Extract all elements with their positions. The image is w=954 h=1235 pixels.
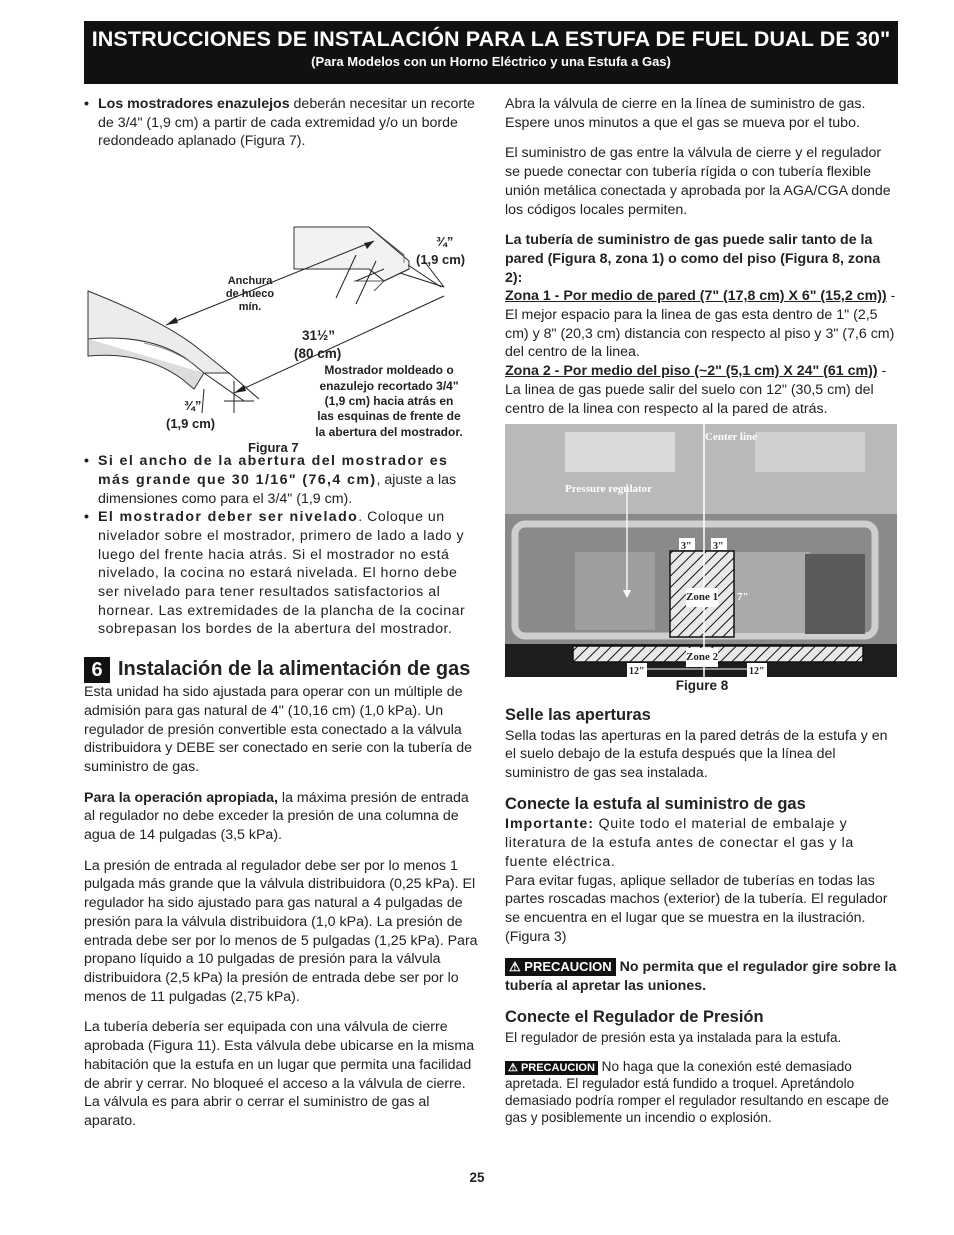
dim-3a: 3" (681, 541, 692, 553)
bullet-tiled-counters: • Los mostradores enazulejos deberán necesitar un recorte de 3/4" (1,9 cm) a partir de cada extremidad y/o un borde redondeado aplanado (Figura 7). (84, 96, 475, 150)
fig7-bottom-dim: ¾” (184, 398, 202, 414)
paragraph-operation: Para la operación apropiada, la máxima presión de entrada al regulador no debe exceder la presión de una columna de agua de 14 pulgadas (3,5 kPa). (84, 789, 469, 844)
caution-badge: ⚠ PRECAUCION (505, 958, 616, 976)
fig7-width-cm: (80 cm) (294, 346, 342, 362)
dim-12b: 12" (747, 663, 767, 682)
caution-badge-small: ⚠ PRECAUCION (505, 1061, 598, 1075)
heading-seal-openings: Selle las aperturas (505, 705, 651, 724)
page-title: INSTRUCCIONES DE INSTALACIÓN PARA LA ESTUFA DE FUEL DUAL DE 30" (91, 27, 891, 51)
zone1-description: Zona 1 - Por medio de pared (7" (17,8 cm) X 6" (15,2 cm)) - El mejor espacio para la linea de gas esta dentro de 1" (2,5 cm) y 8" (20,3 cm) distancia con respecto al piso y 3" (7,6 cm) del centro de la linea. (505, 288, 896, 361)
fig7-note: Mostrador moldeado o enazulejo recortado 3/4" (1,9 cm) hacia atrás en las esquinas de frente de la abertura del mostrador. (315, 363, 463, 439)
fig7-top-dim: ¾” (436, 234, 454, 250)
bullet-level-counter: • El mostrador deber ser nivelado. Coloque un nivelador sobre el mostrador, primero de lado a lado y luego del frente hacia atrás. Si el mostrador no está nivelado, la cocina no estará nivelada. El horno debe ser nivelado para tener resultados satisfactorios al hornear. Las extremidades de la plancha de la cocinar sobrepasan los bordes de la abertura del mostrador. (84, 509, 466, 638)
pressure-regulator-label: Pressure regulator (565, 483, 653, 496)
section-title: 6 Instalación de la alimentación de gas (84, 657, 478, 683)
paragraph-important: Importante: Quite todo el material de embalaje y literatura de la estufa antes de conectar el gas y la fuente eléctrica. (505, 816, 854, 870)
figure-7 (84, 151, 478, 456)
page-subtitle: (Para Modelos con un Horno Eléctrico y una Estufa a Gas) (311, 54, 671, 69)
fig8-caption: Figure 8 (675, 678, 729, 694)
heading-connect-regulator: Conecte el Regulador de Presión (505, 1007, 764, 1026)
warning-icon: ⚠ (509, 959, 521, 975)
zone2-description: Zona 2 - Por medio del piso (~2" (5,1 cm) X 24" (61 cm)) - La linea de gas puede salir del suelo con 12" (30,5 cm) del centro de la linea con respecto al la pared de atrás. (505, 363, 887, 417)
right-column (505, 95, 899, 1127)
zone2-label: Zone 2 (686, 648, 718, 667)
paragraph-supply-connection: El suministro de gas entre la válvula de cierre y el regulador se puede conectar con tubería rígida o con tubería flexible unión metálica conectada y aprobada por la AGA/CGA donde los códigos locales permiten. (505, 145, 891, 218)
dim-3b: 3" (713, 541, 724, 553)
fig7-anchura-label: Anchura de hueco mín. (225, 275, 275, 314)
caution-2: ⚠ PRECAUCION No haga que la conexión esté demasiado apretada. El regulador está fundido a troquel. Apretándolo demasiado podría romper el regulador resultando en escape de gas y posiblemente un incendio o explosión. (505, 1058, 889, 1126)
paragraph-pressure: La presión de entrada al regulador debe ser por lo menos 1 pulgada más grande que la válvula distribuidora (0,25 kPa). El regulador ha sido ajustado para gas natural a 4 pulgadas de presión para la válvula distribuidora (1,0 kPa). La presión de entrada debe ser por lo menos de 5 pulgadas (1,25 kPa). Para propano líquido a 10 pulgadas de presión para la válvula distribuidora (2,5 kPa) la presión de entrada debe ser por lo menos de 11 pulgadas (2,75 kPa). (84, 857, 478, 1005)
page-header (84, 21, 898, 84)
left-column (84, 95, 478, 1143)
paragraph-regulator-installed: El regulador de presión esta ya instalada para la estufa. (505, 1029, 842, 1045)
paragraph-sealant: Para evitar fugas, aplique sellador de tuberías en todas las partes roscadas machos (exterior) de la tubería. El regulador se encuentra en el lugar que se muestra en la ilustración. (Figura 3) (505, 872, 888, 945)
paragraph-seal-openings: Sella todas las aperturas en la pared detrás de la estufa y en el suelo debajo de la estufa después que la línea del suministro de gas sea instalada. (505, 727, 888, 782)
bullet-opening-width: • Si el ancho de la abertura del mostrador es más grande que 30 1/16" (76,4 cm), ajuste a las dimensiones como para el 3/4" (1,9 cm). (84, 453, 457, 507)
fig7-top-dim-cm: (1,9 cm) (416, 252, 466, 268)
fig7-width: 31½” (302, 328, 336, 344)
paragraph-supply-exit: La tubería de suministro de gas puede salir tanto de la pared (Figura 8, zona 1) o como del piso (Figura 8, zona 2): (505, 232, 881, 286)
paragraph-shutoff-valve: La tubería debería ser equipada con una válvula de cierre aprobada (Figura 11). Esta válvula debe ubicarse en la misma habitación que la estufa en un lugar que permita una facilidad de abrir y cerrar. No bloqueé el acceso a la válvula de cierre. La válvula es para abrir o cerrar el suministro de gas al aparato. (84, 1019, 475, 1129)
fig7-caption: Figura 7 (248, 440, 299, 456)
fig7-bottom-dim-cm: (1,9 cm) (166, 416, 216, 432)
zone1-label: Zone 1 (686, 588, 718, 607)
page-number: 25 (469, 1170, 485, 1185)
center-line-label: Center line (705, 431, 758, 444)
figure-8 (505, 424, 897, 677)
paragraph-open-valve: Abra la válvula de cierre en la línea de suministro de gas. Espere unos minutos a que el gas se mueva por el tubo. (505, 96, 866, 131)
warning-icon-small: ⚠ (508, 1061, 518, 1074)
paragraph-intro: Esta unidad ha sido ajustada para operar con un múltiple de admisión para gas natural de 4" (10,16 cm) (1,0 kPa). Un regulador de presión convertible esta conectado a la válvula distribuidora y DEBE ser conectado en serie con la tubería de suministro de gas. (84, 684, 473, 775)
dim-12a: 12" (627, 663, 647, 682)
caution-1: ⚠ PRECAUCION No permita que el regulador gire sobre la tubería al apretar las uniones. (505, 959, 897, 995)
section-number: 6 (84, 657, 110, 683)
range-back-photo (505, 424, 897, 677)
dim-7: 7" (737, 591, 749, 604)
heading-connect-range: Conecte la estufa al suministro de gas (505, 794, 806, 813)
